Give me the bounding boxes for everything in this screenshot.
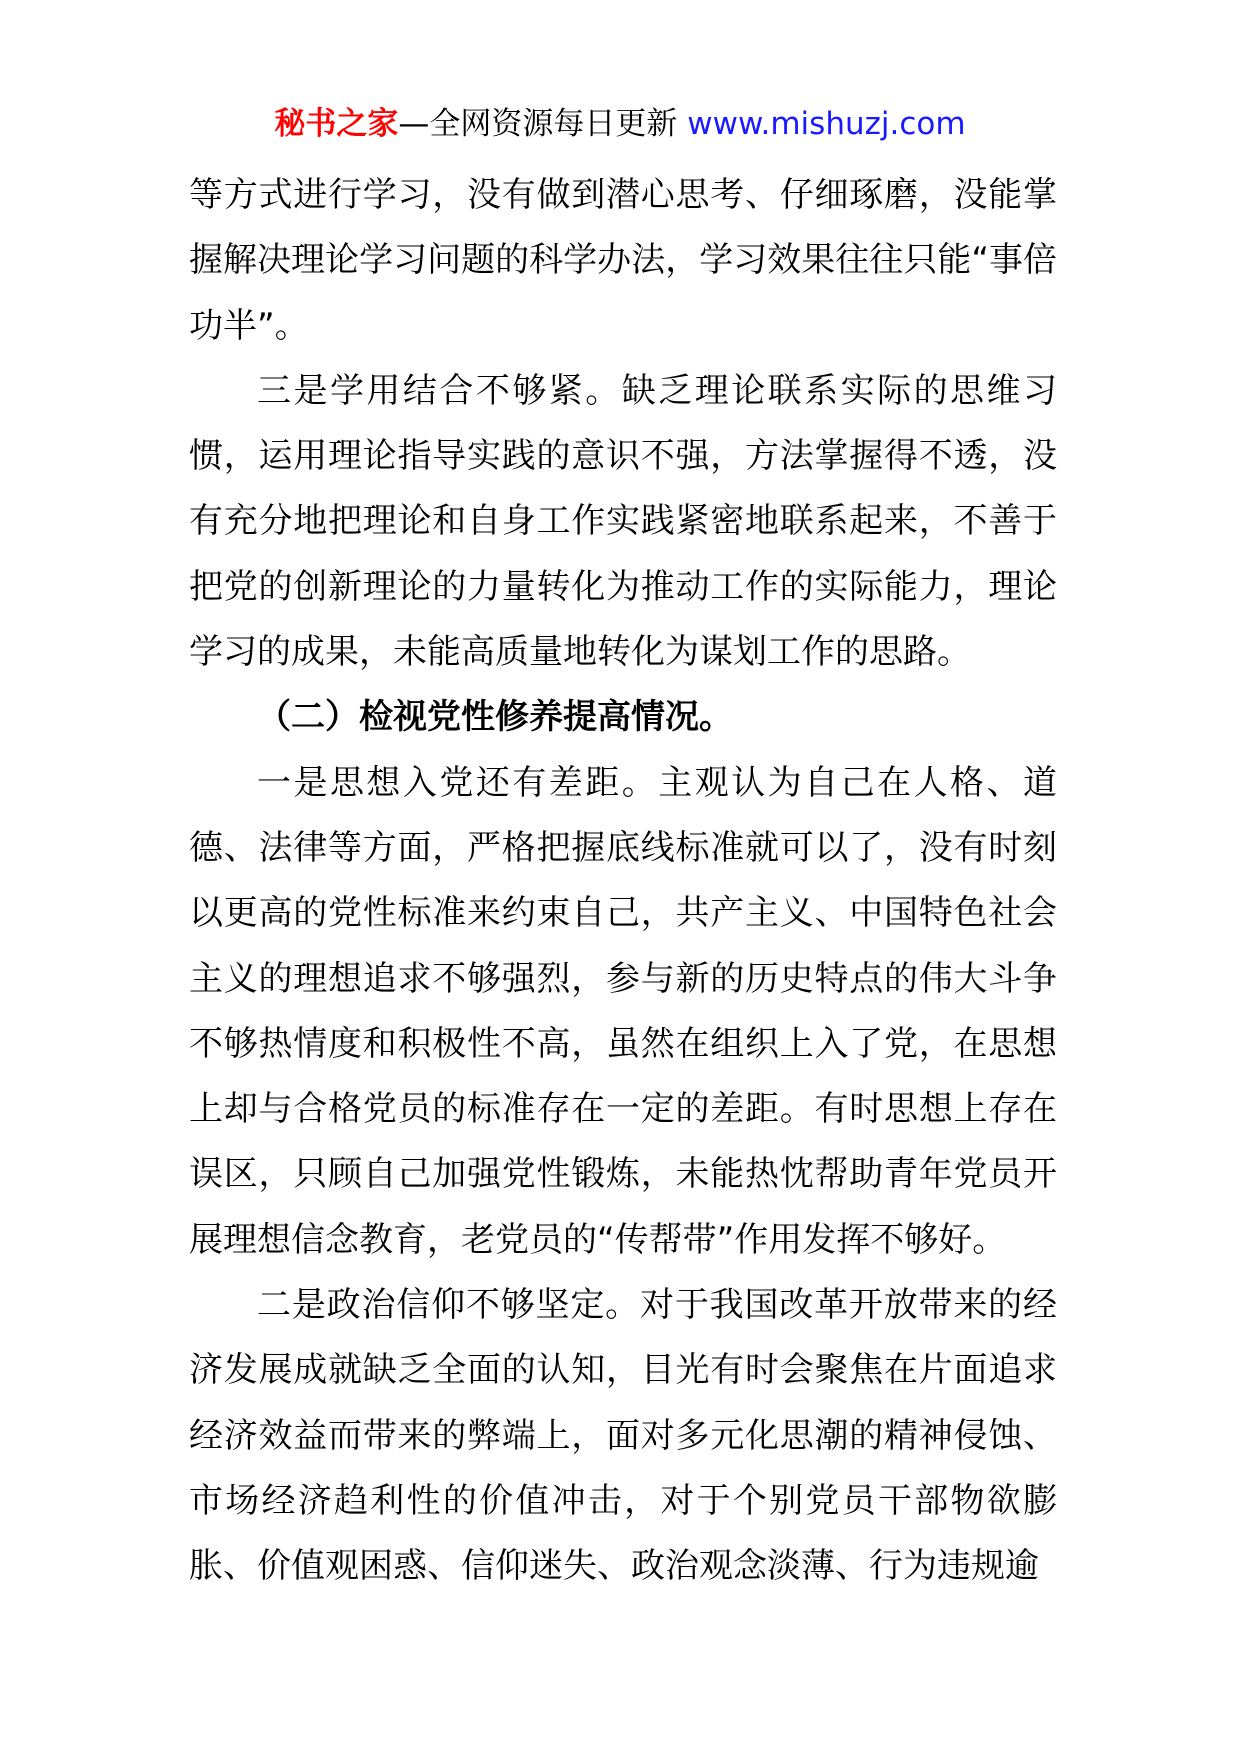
paragraph-point-two: 二是政治信仰不够坚定。对于我国改革开放带来的经济发展成就缺乏全面的认知，目光有时会聚焦在片面追求经济效益而带来的弊端上，面对多元化思潮的精神侵蚀、市场经济趋利性的价值冲击，对于个别党员干部物欲膨胀、价值观困惑、信仰迷失、政治观念淡薄、行为违规逾 (189, 1285, 1057, 1587)
document-body (189, 163, 1057, 1600)
paragraph-point-one: 一是思想入党还有差距。主观认为自己在人格、道德、法律等方面，严格把握底线标准就可以了，没有时刻以更高的党性标准来约束自己，共产主义、中国特色社会主义的理想追求不够强烈，参与新的历史特点的伟大斗争不够热情度和积极性不高，虽然在组织上入了党，在思想上却与合格党员的标准存在一定的差距。有时思想上存在误区，只顾自己加强党性锻炼，未能热忱帮助青年党员开展理想信念教育，老党员的“传帮带”作用发挥不够好。 (189, 762, 1057, 1260)
header-tagline: —全网资源每日更新 (398, 106, 688, 142)
site-header (0, 102, 1240, 146)
site-url-link[interactable]: www.mishuzj.com (687, 106, 966, 142)
paragraph-continued: 等方式进行学习，没有做到潜心思考、仔细琢磨，没能掌握解决理论学习问题的科学办法，学习效果往往只能“事倍功半”。 (189, 175, 1057, 346)
brand-name: 秘书之家 (274, 106, 399, 142)
paragraph-point-three: 三是学用结合不够紧。缺乏理论联系实际的思维习惯，运用理论指导实践的意识不强，方法掌握得不透，没有充分地把理论和自身工作实践紧密地联系起来，不善于把党的创新理论的力量转化为推动工作的实际能力，理论学习的成果，未能高质量地转化为谋划工作的思路。 (189, 370, 1057, 673)
section-heading: （二）检视党性修养提高情况。 (257, 697, 733, 738)
